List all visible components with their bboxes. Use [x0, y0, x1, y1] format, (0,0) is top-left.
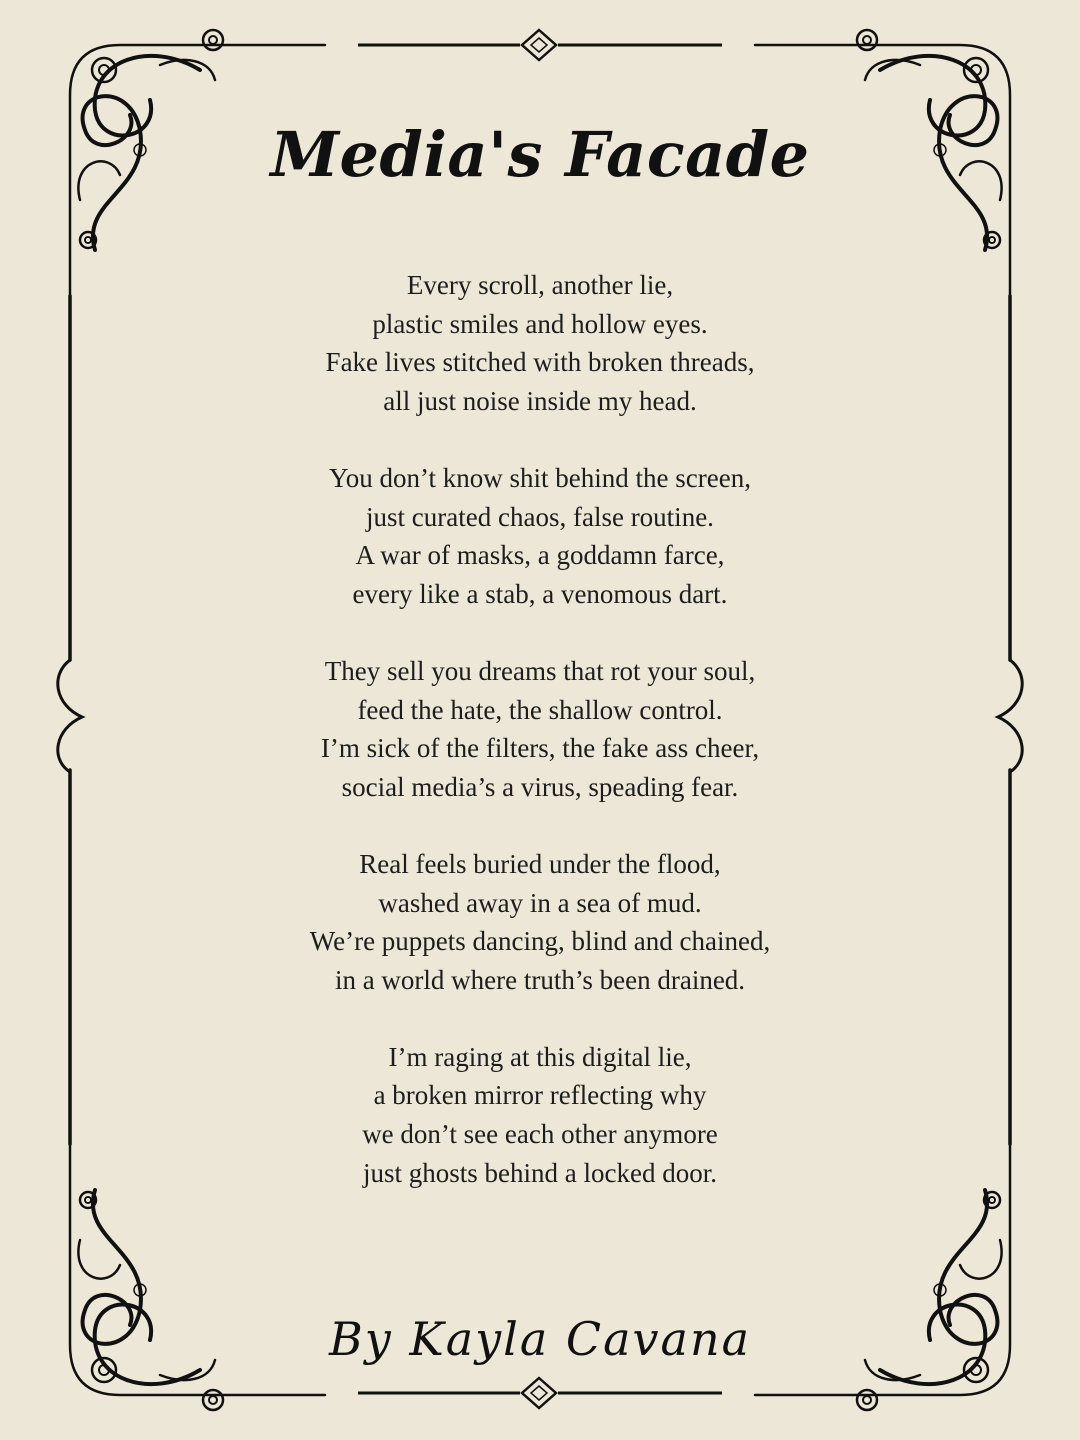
poem-stanza — [180, 652, 900, 806]
poem-stanza — [180, 459, 900, 613]
poem-stanza — [180, 845, 900, 999]
poem-line: I’m raging at this digital lie, — [388, 1041, 692, 1072]
poem-title: Media's Facade — [270, 118, 810, 191]
poem-stanza — [180, 266, 900, 420]
left-side-bracket-ornament-icon — [58, 296, 82, 1144]
poem-line: washed away in a sea of mud. — [378, 887, 702, 918]
bottom-diamond-divider-icon — [358, 1378, 722, 1408]
poem-line: feed the hate, the shallow control. — [357, 694, 723, 725]
author-byline: By Kayla Cavana — [328, 1312, 752, 1366]
poem-line: I’m sick of the filters, the fake ass cheer, — [320, 733, 760, 764]
poem-line: A war of masks, a goddamn farce, — [355, 540, 725, 571]
poem-line: just ghosts behind a locked door. — [363, 1157, 717, 1188]
poem-line: social media’s a virus, speading fear. — [341, 771, 739, 802]
right-side-bracket-ornament-icon — [998, 296, 1022, 1144]
poem-body — [180, 266, 900, 1192]
poem-line: Real feels buried under the flood, — [359, 848, 721, 879]
poem-line: a broken mirror reflecting why — [373, 1080, 707, 1111]
poem-line: Fake lives stitched with broken threads, — [325, 347, 755, 378]
poem-line: You don’t know shit behind the screen, — [329, 462, 751, 493]
poem-line: all just noise inside my head. — [383, 385, 697, 416]
poem-line: Every scroll, another lie, — [406, 270, 674, 300]
poem-stanza — [180, 1038, 900, 1192]
poem-line: we don’t see each other anymore — [362, 1119, 718, 1150]
poem-line: plastic smiles and hollow eyes. — [372, 308, 708, 339]
poem-line: every like a stab, a venomous dart. — [352, 578, 728, 609]
top-diamond-divider-icon — [358, 30, 722, 60]
poem-line: just curated chaos, false routine. — [366, 501, 714, 532]
poem-line: We’re puppets dancing, blind and chained, — [309, 926, 771, 957]
poem-line: They sell you dreams that rot your soul, — [324, 655, 756, 686]
poem-line: in a world where truth’s been drained. — [334, 964, 746, 995]
